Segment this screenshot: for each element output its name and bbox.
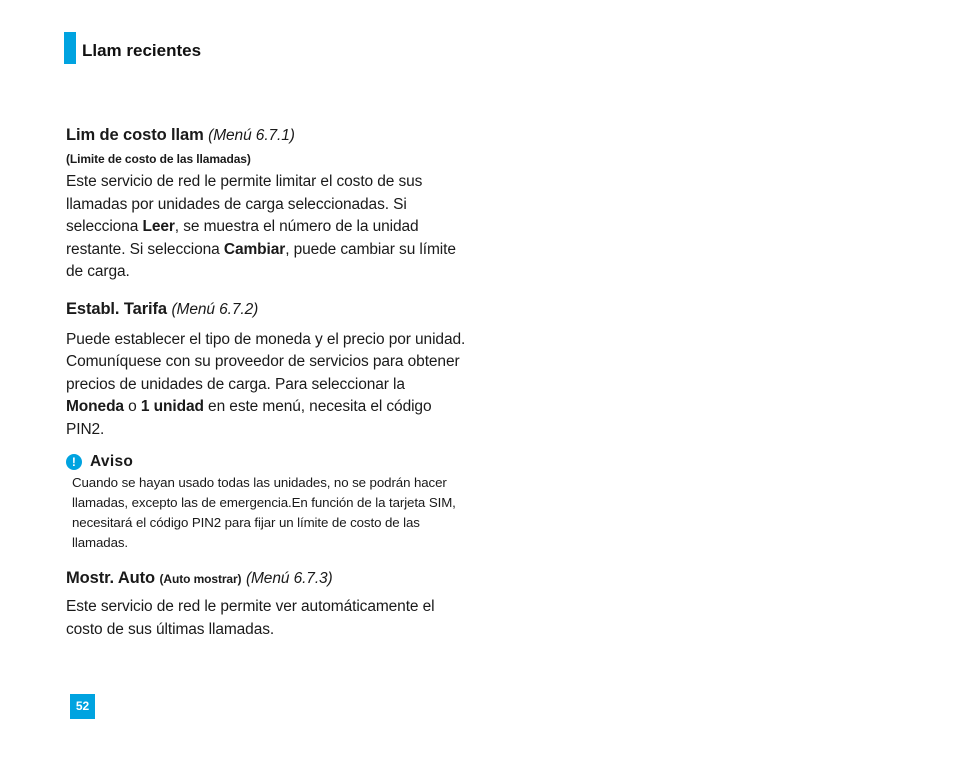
section-subtitle: (Limite de costo de las llamadas)	[66, 152, 251, 166]
menu-reference: (Menú 6.7.3)	[245, 570, 333, 587]
notice-box	[66, 451, 466, 553]
notice-title: Aviso	[90, 452, 134, 470]
section-heading-tariff	[66, 298, 466, 321]
body-text: en este menú, necesita el código PIN2.	[66, 398, 432, 438]
body-text: Este servicio de red le permite limitar el costo de sus llamadas por unidades de carga seleccionadas. Si selecciona	[66, 173, 423, 235]
section-body-tariff	[66, 329, 466, 442]
menu-reference: (Menú 6.7.1)	[208, 127, 295, 144]
body-text: o	[123, 398, 141, 415]
body-text: , se muestra el número de la unidad restante. Si selecciona	[66, 218, 419, 258]
section-title-small: (Auto mostrar)	[159, 572, 242, 586]
section-heading-auto-display	[66, 567, 466, 590]
section-body-auto-display: Este servicio de red le permite ver automáticamente el costo de sus últimas llamadas.	[66, 598, 435, 638]
section-title: Mostr. Auto	[66, 569, 156, 587]
main-content	[66, 124, 466, 641]
page-number: 52	[70, 694, 95, 719]
option-1-unidad: 1 unidad	[140, 398, 204, 415]
notice-header	[66, 451, 466, 473]
section-title: Lim de costo llam	[66, 126, 204, 144]
body-text: Puede establecer el tipo de moneda y el precio por unidad. Comuníquese con su proveedor de servicios para obtener precios de unidades de carga. Para seleccionar la	[66, 330, 466, 393]
header-accent-bar	[64, 32, 76, 64]
menu-reference: (Menú 6.7.2)	[171, 300, 259, 318]
notice-text: Cuando se hayan usado todas las unidades, no se podrán hacer llamadas, excepto las de emergencia.En función de la tarjeta SIM, necesitará el código PIN2 para fijar un límite de costo de las llamadas.	[72, 475, 456, 550]
section-title: Establ. Tarifa	[66, 299, 167, 318]
section-body-cost-limit	[66, 171, 466, 284]
option-leer: Leer	[142, 218, 175, 235]
exclamation-circle-icon: !	[66, 454, 82, 470]
section-heading-cost-limit	[66, 124, 466, 147]
page-section-title: Llam recientes	[82, 41, 202, 60]
option-moneda: Moneda	[66, 398, 124, 415]
option-cambiar: Cambiar	[223, 240, 286, 258]
body-text: , puede cambiar su límite de carga.	[66, 240, 456, 280]
